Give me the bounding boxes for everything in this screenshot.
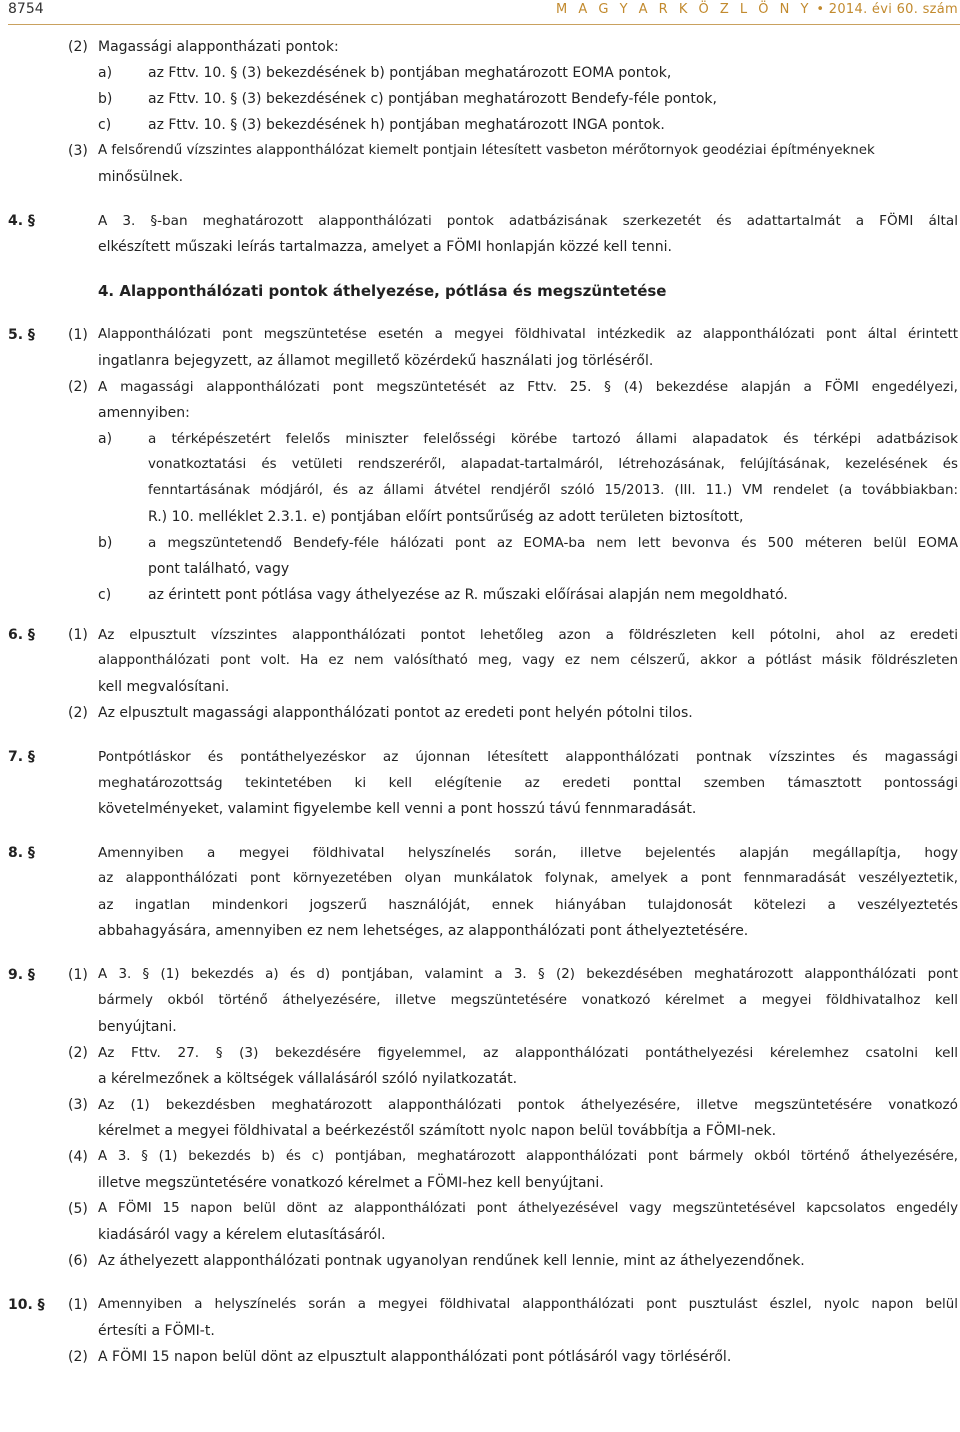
paragraph-text: A felsőrendű vízszintes alapponthálózat kiemelt pontjain létesített vasbeton mérőtornyok geodéziai építményeknek [98,143,875,158]
section-text: követelményeket, valamint figyelembe kell venni a pont hosszú távú fennmaradását. [98,801,697,817]
chapter-title: 4. Alapponthálózati pontok áthelyezése, pótlása és megszüntetése [98,282,667,300]
list-label: a) [98,65,113,81]
section-number: 9. § [8,967,35,983]
paragraph-text: kérelmet a megyei földhivatal a beérkezéstől számított nyolc napon belül továbbítja a FÖMI-nek. [98,1123,777,1139]
paragraph-number: (5) [68,1201,88,1217]
paragraph-text: A 3. § (1) bekezdés a) és d) pontjában, valamint a 3. § (2) bekezdésében meghatározott alapponthálózati pont [98,967,958,982]
list-item [0,478,960,504]
paragraph-text: benyújtani. [98,1019,177,1035]
section-9-line [0,1144,960,1170]
paragraph-text: Az áthelyezett alapponthálózati pontnak ugyanolyan rendűnek kell lennie, mint az áthelyezendőnek. [98,1253,805,1269]
journal-issue: 2014. évi 60. szám [828,2,958,17]
section-9-line [0,1066,960,1092]
paragraph-number: (1) [68,627,88,643]
section-5-line [0,374,960,400]
paragraph-text: illetve megszüntetésére vonatkozó kérelmet a FÖMI-hez kell benyújtani. [98,1175,604,1191]
section-9-line [0,1222,960,1248]
document-body [0,34,960,1370]
paragraph-text: Amennyiben a helyszínelés során a megyei földhivatal alapponthálózati pont pusztulást észlel, nyolc napon belül [98,1297,958,1312]
section-9-line [0,962,960,988]
list-label: b) [98,535,113,551]
section-number: 5. § [8,327,35,343]
section-number: 10. § [8,1297,45,1313]
section-6-line [0,700,960,726]
section-5-line [0,322,960,348]
section-8-line [0,840,960,866]
paragraph-text: ingatlanra bejegyzett, az államot megillető közérdekű használati jog törléséről. [98,353,654,369]
list-label: c) [98,117,112,133]
paragraph-text: értesíti a FÖMI-t. [98,1323,215,1339]
page-number: 8754 [8,1,44,17]
paragraph-text: Az (1) bekezdésben meghatározott alapponthálózati pontok áthelyezésére, illetve megszüntetésére vonatkozó [98,1097,958,1113]
section-5-line [0,348,960,374]
paragraph-number: (1) [68,967,88,983]
list-text: fenntartásának módjáról, és az állami átvétel rendjéről szóló 15/2013. (III. 11.) VM rendelet (a továbbiakban: [148,483,958,498]
section-7-line [0,770,960,796]
list-label: b) [98,91,113,107]
section-text: elkészített műszaki leírás tartalmazza, amelyet a FÖMI honlapján közzé kell tenni. [98,239,672,255]
paragraph-number: (4) [68,1149,88,1165]
header-bullet: • [816,2,825,17]
section-9-line [0,1014,960,1040]
paragraph-line [0,34,960,60]
section-9-line [0,1248,960,1274]
section-5-line [0,400,960,426]
section-number: 8. § [8,845,35,861]
paragraph-text: kell megvalósítani. [98,679,230,695]
paragraph-line [0,138,960,164]
list-text: az Fttv. 10. § (3) bekezdésének c) pontjában meghatározott Bendefy-féle pontok, [148,91,717,107]
section-number: 7. § [8,749,35,765]
list-item [0,530,960,556]
list-text: R.) 10. melléklet 2.3.1. e) pontjában előírt pontsűrűség az adott területen biztosított, [148,509,744,525]
paragraph-text: Az Fttv. 27. § (3) bekezdésére figyelemmel, az alapponthálózati pontáthelyezési kérelemhez csatolni kell [98,1045,958,1061]
page-header [0,0,960,24]
section-9-line [0,1118,960,1144]
section-text: A 3. §-ban meghatározott alapponthálózati pontok adatbázisának szerkezetét és adattartalmát a FÖMI által [98,213,958,229]
list-label: a) [98,431,113,447]
section-7-line [0,744,960,770]
paragraph-text: alapponthálózati pont volt. Ha ez nem valósítható meg, vagy ez nem célszerű, akkor a pótlást másik földrészleten [98,653,958,668]
list-text: az Fttv. 10. § (3) bekezdésének h) pontjában meghatározott INGA pontok. [148,117,665,133]
list-text: a megszüntetendő Bendefy-féle hálózati pont az EOMA-ba nem lett bevonva és 500 méteren belül EOMA [148,535,958,551]
list-item [0,452,960,478]
list-item [0,60,960,86]
section-4-line [0,234,960,260]
section-text: abbahagyására, amennyiben ez nem lehetséges, az alapponthálózati pont áthelyeztetésére. [98,923,749,939]
section-6-line [0,622,960,648]
section-4-line [0,208,960,234]
list-item [0,504,960,530]
list-text: vonatkoztatási és vetületi rendszeréről, alapadat-tartalmáról, létrehozásának, felújításának, kezelésének és [148,457,958,472]
list-item [0,556,960,582]
paragraph-line [0,164,960,190]
section-text: Pontpótláskor és pontáthelyezéskor az újonnan létesített alapponthálózati pontnak vízszintes és magassági [98,749,958,765]
paragraph-text: Az elpusztult vízszintes alapponthálózati pontot lehetőleg azon a földrészleten kell pótolni, ahol az eredeti [98,627,958,643]
list-item [0,112,960,138]
journal-name: M A G Y A R K Ö Z L Ö N Y [555,2,812,17]
list-text: az Fttv. 10. § (3) bekezdésének b) pontjában meghatározott EOMA pontok, [148,65,672,81]
list-text: az érintett pont pótlása vagy áthelyezése az R. műszaki előírásai alapján nem megoldható. [148,587,788,603]
section-text: Amennyiben a megyei földhivatal helyszínelés során, illetve bejelentés alapján megállapítja, hogy [98,845,958,861]
chapter-heading-line [0,278,960,304]
section-number: 6. § [8,627,35,643]
section-6-line [0,648,960,674]
header-rule [8,24,960,25]
section-9-line [0,1196,960,1222]
section-8-line [0,918,960,944]
section-text: az ingatlan mindenkori jogszerű használóját, ennek hiányában tulajdonosát kötelezi a veszélyeztetés [98,897,958,913]
paragraph-number: (1) [68,1297,88,1313]
paragraph-text: A FÖMI 15 napon belül dönt az alapponthálózati pont áthelyezésével vagy megszüntetésével kapcsolatos engedély [98,1201,958,1216]
list-item [0,86,960,112]
paragraph-text: A FÖMI 15 napon belül dönt az elpusztult alapponthálózati pont pótlásáról vagy törléséről. [98,1349,732,1365]
section-8-line [0,866,960,892]
section-10-line [0,1292,960,1318]
paragraph-number: (3) [68,143,88,159]
paragraph-text: kiadásáról vagy a kérelem elutasításáról. [98,1227,386,1243]
paragraph-text: minősülnek. [98,169,184,185]
paragraph-text: A magassági alapponthálózati pont megszüntetését az Fttv. 25. § (4) bekezdése alapján a FÖMI engedélyezi, [98,379,958,395]
list-text: pont található, vagy [148,561,290,577]
journal-title [556,2,958,17]
list-text: a térképészetért felelős miniszter felelősségi körébe tartozó állami alapadatok és térképi adatbázisok [148,431,958,447]
section-9-line [0,1092,960,1118]
section-9-line [0,988,960,1014]
paragraph-text: bármely okból történő áthelyezésére, illetve megszüntetésére vonatkozó kérelmet a megyei földhivatalhoz kell [98,993,958,1008]
paragraph-number: (2) [68,1045,88,1061]
paragraph-number: (3) [68,1097,88,1113]
section-text: meghatározottság tekintetében ki kell elégítenie az eredeti ponttal szemben támasztott pontossági [98,775,958,791]
paragraph-text: Az elpusztult magassági alapponthálózati pontot az eredeti pont helyén pótolni tilos. [98,705,693,721]
list-label: c) [98,587,112,603]
list-item [0,426,960,452]
paragraph-number: (1) [68,327,88,343]
paragraph-number: (6) [68,1253,88,1269]
section-8-line [0,892,960,918]
section-9-line [0,1170,960,1196]
paragraph-text: Alapponthálózati pont megszüntetése esetén a megyei földhivatal intézkedik az alapponthálózati pont által érintett [98,327,958,342]
paragraph-text: A 3. § (1) bekezdés b) és c) pontjában, meghatározott alapponthálózati pont bármely okból történő áthelyezésére, [98,1149,958,1164]
section-number: 4. § [8,213,35,229]
section-6-line [0,674,960,700]
section-10-line [0,1318,960,1344]
paragraph-number: (2) [68,1349,88,1365]
paragraph-number: (2) [68,39,88,55]
paragraph-number: (2) [68,379,88,395]
section-text: az alapponthálózati pont környezetében olyan munkálatok folynak, amelyek a pont fennmaradását veszélyeztetik, [98,871,958,886]
section-7-line [0,796,960,822]
paragraph-text: amennyiben: [98,405,190,421]
paragraph-text: Magassági alappontházati pontok: [98,39,339,55]
paragraph-text: a kérelmezőnek a költségek vállalásáról szóló nyilatkozatát. [98,1071,518,1087]
paragraph-number: (2) [68,705,88,721]
list-item [0,582,960,608]
section-9-line [0,1040,960,1066]
section-10-line [0,1344,960,1370]
